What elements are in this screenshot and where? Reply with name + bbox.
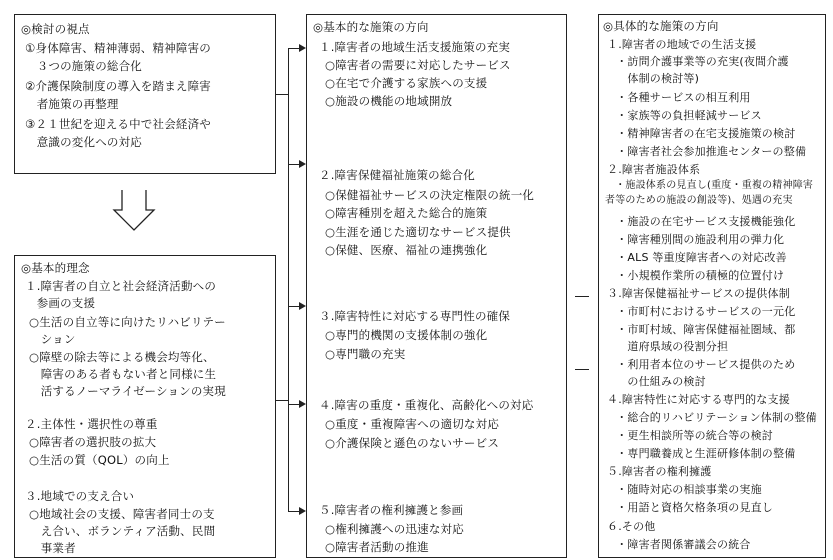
measure-item: ・利用者本位のサービス提供のため xyxy=(605,358,796,371)
connector-line xyxy=(276,94,288,95)
measure-item: ・施設の在宅サービス支援機能強化 xyxy=(605,215,796,228)
measure-item: ・更生相談所等の統合等の検討 xyxy=(605,429,773,442)
direction-item: ○障害者の需要に対応したサービス xyxy=(325,58,511,72)
principle-line: 活するノーマライゼーションの実現 xyxy=(29,384,226,398)
principle-line: ○障害者の選択肢の拡大 xyxy=(29,435,157,449)
direction-item: ○重度・重複障害への適切な対応 xyxy=(325,417,500,431)
measure-heading: ３.障害保健福祉サービスの提供体制 xyxy=(607,287,790,300)
direction-item: ○障害者活動の推進 xyxy=(325,540,429,554)
viewpoint-line: 者施策の再整理 xyxy=(25,97,119,111)
direction-heading: ４.障害の重度・重複化、高齢化への対応 xyxy=(319,398,534,412)
measure-item: ・家族等の負担軽減サービス xyxy=(605,109,762,122)
viewpoints-title: ◎検討の視点 xyxy=(21,22,90,36)
directions-title: ◎基本的な施策の方向 xyxy=(313,20,429,34)
measure-item: ・市町村におけるサービスの一元化 xyxy=(605,305,796,318)
measure-item: ・随時対応の相談事業の実施 xyxy=(605,483,762,496)
direction-item: ○専門的機関の支援体制の強化 xyxy=(325,328,488,342)
direction-item: ○生涯を通じた適切なサービス提供 xyxy=(325,225,511,239)
direction-item: ○障害種別を超えた総合的施策 xyxy=(325,206,488,220)
measure-item: ・専門職養成と生涯研修体制の整備 xyxy=(605,447,796,460)
measure-item: ・ALS 等重度障害者への対応改善 xyxy=(605,251,787,264)
branch-line xyxy=(288,48,299,49)
direction-item: ○専門職の充実 xyxy=(325,347,406,361)
principle-line: え合い、ボランティア活動、民間 xyxy=(29,524,216,538)
principles-title: ◎基本的理念 xyxy=(21,261,90,275)
direction-heading: ５.障害者の権利擁護と参画 xyxy=(319,503,464,517)
principle-line: 参画の支援 xyxy=(25,296,96,310)
measure-heading: ４.障害特性に対応する専門的な支援 xyxy=(607,393,790,406)
measure-heading: １.障害者の地域での生活支援 xyxy=(607,38,757,51)
measures-box xyxy=(598,14,826,558)
principle-line: ション xyxy=(29,332,76,346)
viewpoint-line: ②介護保険制度の導入を踏まえ障害 xyxy=(25,79,212,93)
direction-item: ○保健、医療、福祉の連携強化 xyxy=(325,243,488,257)
principles-box xyxy=(14,255,276,558)
viewpoint-line: 意識の変化への対応 xyxy=(25,135,142,149)
measure-item: ・小規模作業所の積極的位置付け xyxy=(605,269,785,282)
measure-item: ・障害者関係審議会の統合 xyxy=(605,538,751,551)
measure-item: ・障害者社会参加推進センターの整備 xyxy=(605,145,807,158)
branch-line xyxy=(288,404,299,405)
viewpoint-line: ③２１世紀を迎える中で社会経済や xyxy=(25,117,212,131)
direction-item: ○保健福祉サービスの決定権限の統一化 xyxy=(325,188,535,202)
measure-item: の仕組みの検討 xyxy=(605,375,706,388)
principle-line: ２.主体性・選択性の尊重 xyxy=(25,417,158,431)
measure-item: ・精神障害者の在宅支援施策の検討 xyxy=(605,127,796,140)
direction-item: ○在宅で介護する家族への支援 xyxy=(325,76,488,90)
direction-item: ○介護保険と遜色のないサービス xyxy=(325,436,500,450)
connector-dash xyxy=(575,296,589,297)
viewpoints-box xyxy=(14,14,276,174)
connector-trunk xyxy=(288,48,289,511)
arrow-icon xyxy=(299,44,306,52)
principle-line: １.障害者の自立と社会経済活動への xyxy=(25,279,217,293)
arrow-icon xyxy=(299,507,306,515)
measure-item: ・障害種別間の施設利用の弾力化 xyxy=(605,233,785,246)
direction-item: ○権利擁護への迅速な対応 xyxy=(325,522,464,536)
measure-heading: ２.障害者施設体系 xyxy=(607,163,701,176)
principle-line: ○生活の自立等に向けたリハビリテー xyxy=(29,315,226,329)
measure-item: ・訪問介護事業等の充実(夜間介護 xyxy=(605,55,789,68)
direction-item: ○施設の機能の地域開放 xyxy=(325,94,453,108)
arrow-icon xyxy=(299,400,306,408)
direction-heading: １.障害者の地域生活支援施策の充実 xyxy=(319,40,511,54)
direction-heading: ２.障害保健福祉施策の総合化 xyxy=(319,168,475,182)
arrow-icon xyxy=(299,302,306,310)
measure-item: ・各種サービスの相互利用 xyxy=(605,91,751,104)
arrow-icon xyxy=(299,160,306,168)
measures-title: ◎具体的な施策の方向 xyxy=(603,19,719,33)
down-arrow-icon xyxy=(112,188,156,232)
connector-dash xyxy=(575,369,589,370)
principle-line: 事業者 xyxy=(29,541,76,555)
branch-line xyxy=(288,306,299,307)
branch-line xyxy=(288,164,299,165)
direction-heading: ３.障害特性に対応する専門性の確保 xyxy=(319,309,511,323)
measure-item: ・総合的リハビリテーション体制の整備 xyxy=(605,411,817,424)
principle-line: 障害のある者もない者と同様に生 xyxy=(29,367,217,381)
measure-item: ・市町村域、障害保健福祉圏域、都 xyxy=(605,323,796,336)
viewpoint-line: ①身体障害、精神薄弱、精神障害の xyxy=(25,41,212,55)
measure-item: ・用語と資格欠格条項の見直し xyxy=(605,501,773,514)
measure-heading: ５.障害者の権利擁護 xyxy=(607,465,712,478)
principle-line: ３.地域での支え合い xyxy=(25,489,135,503)
principle-line: ○障壁の除去等による機会均等化、 xyxy=(29,350,215,364)
measure-item: 体制の検討等) xyxy=(605,72,700,85)
principle-line: ○地域社会の支援、障害者同士の支 xyxy=(29,507,215,521)
principle-line: ○生活の質（QOL）の向上 xyxy=(29,453,170,467)
measure-item: 道府県域の役割分担 xyxy=(605,340,729,353)
measure-heading: ６.その他 xyxy=(607,520,656,533)
measure-item: ・施設体系の見直し(重度・重複の精神障害者等のための施設の創設等)、処遇の充実 xyxy=(605,180,814,206)
viewpoint-line: ３つの施策の総合化 xyxy=(25,59,142,73)
directions-box xyxy=(306,14,567,558)
branch-line xyxy=(288,511,299,512)
connector-line xyxy=(276,400,288,401)
